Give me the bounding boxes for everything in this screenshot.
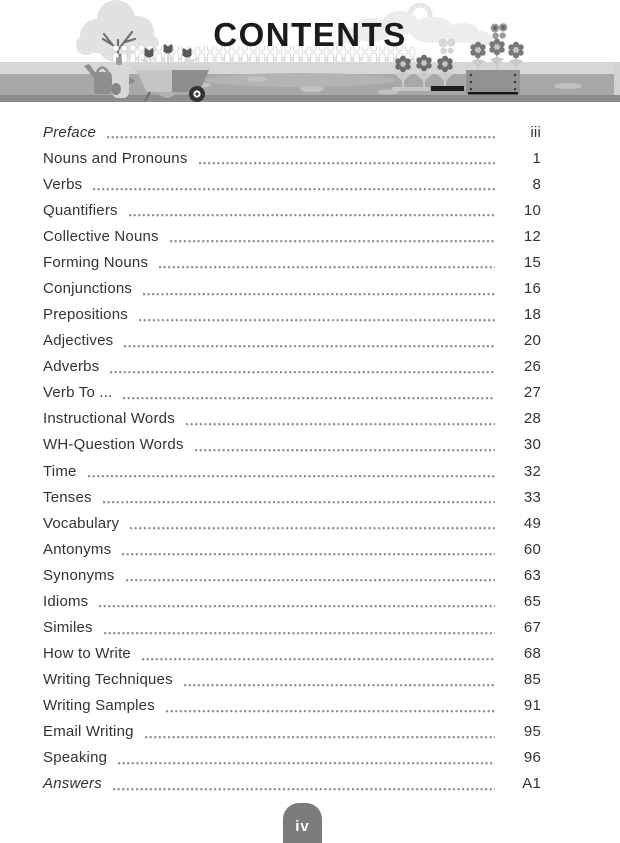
toc-entry-page: 27: [523, 384, 541, 402]
toc-entry-label: Verb To ...: [43, 384, 113, 402]
toc-entry-page: 85: [523, 671, 541, 689]
toc-entry-page: 15: [523, 253, 541, 271]
toc-entry-label: Forming Nouns: [43, 253, 149, 271]
toc-row: [43, 719, 541, 745]
toc-row: [43, 484, 541, 510]
dot-leader: [123, 397, 495, 400]
dot-leader: [184, 684, 495, 687]
page-number-label: iv: [295, 818, 310, 835]
dot-leader: [139, 319, 495, 322]
dot-leader: [122, 553, 495, 556]
toc-row: [43, 249, 541, 275]
dot-leader: [143, 293, 495, 296]
toc-entry-page: 95: [523, 723, 541, 741]
dot-leader: [93, 188, 495, 191]
toc-row: [43, 562, 541, 588]
toc-entry-label: Speaking: [43, 749, 108, 767]
toc-entry-page: 16: [523, 280, 541, 297]
toc-entry-page: iii: [530, 123, 541, 141]
dot-leader: [129, 214, 495, 217]
dot-leader: [126, 579, 495, 582]
dot-leader: [199, 162, 495, 165]
dot-leader: [170, 240, 495, 243]
toc-entry-page: A1: [522, 775, 541, 793]
toc-row: [43, 354, 541, 380]
toc-entry-label: Verbs: [43, 175, 83, 193]
toc-entry-page: 28: [523, 410, 541, 428]
toc-entry-label: Tenses: [43, 488, 92, 506]
toc-entry-page: 12: [523, 227, 541, 245]
dot-leader: [142, 658, 495, 661]
toc-entry-page: 68: [523, 645, 541, 663]
toc-entry-label: How to Write: [43, 645, 131, 663]
toc-row: [43, 171, 541, 197]
header: [0, 0, 620, 102]
toc-entry-label: Adverbs: [43, 358, 100, 376]
toc-entry-page: 65: [523, 592, 541, 610]
toc-row: [43, 275, 541, 301]
toc-row: [43, 302, 541, 328]
ground: [0, 62, 620, 102]
toc-entry-page: 67: [523, 619, 541, 637]
dot-leader: [195, 449, 495, 452]
toc-entry-page: 91: [523, 697, 541, 715]
toc-row: [43, 223, 541, 249]
toc-entry-page: 20: [523, 332, 541, 350]
dot-leader: [110, 371, 495, 374]
toc-row: [43, 693, 541, 719]
toc-entry-label: WH-Question Words: [43, 436, 184, 454]
page-number-tab: [283, 803, 322, 843]
toc-row: [43, 197, 541, 223]
dot-leader: [104, 632, 495, 635]
toc-entry-page: 18: [523, 306, 541, 324]
dot-leader: [118, 762, 495, 765]
dot-leader: [166, 710, 495, 713]
dot-leader: [159, 266, 495, 269]
toc-entry-label: Vocabulary: [43, 514, 120, 532]
toc-entry-label: Writing Samples: [43, 697, 155, 715]
toc-entry-label: Email Writing: [43, 723, 134, 741]
dot-leader: [124, 345, 495, 348]
dot-leader: [99, 605, 495, 608]
toc-row: [43, 771, 541, 797]
toc-row: [43, 588, 541, 614]
toc-entry-label: Idioms: [43, 592, 89, 610]
toc-entry-page: 32: [523, 462, 541, 480]
toc-entry-page: 8: [532, 175, 541, 193]
dot-leader: [186, 423, 495, 426]
toc-entry-label: Adjectives: [43, 332, 114, 350]
dot-leader: [113, 788, 495, 791]
toc-entry-label: Similes: [43, 619, 93, 637]
toc-entry-page: 63: [523, 566, 541, 584]
toc-row: [43, 614, 541, 640]
toc-row: [43, 328, 541, 354]
toc-entry-label: Time: [43, 462, 77, 480]
toc-row: [43, 406, 541, 432]
dot-leader: [103, 501, 495, 504]
toc-entry-label: Instructional Words: [43, 410, 175, 428]
toc-entry-page: 96: [523, 749, 541, 767]
toc-entry-label: Antonyms: [43, 540, 112, 558]
toc-entry-label: Writing Techniques: [43, 671, 173, 689]
toc-entry-label: Prepositions: [43, 306, 128, 324]
toc-row: [43, 145, 541, 171]
toc-row: [43, 432, 541, 458]
dot-leader: [88, 475, 495, 478]
toc-entry-page: 1: [532, 149, 541, 167]
toc-entry-label: Synonyms: [43, 566, 115, 584]
toc-row: [43, 745, 541, 771]
toc-row: [43, 510, 541, 536]
toc-row: [43, 641, 541, 667]
toc-entry-page: 33: [523, 488, 541, 506]
toc-row: [43, 458, 541, 484]
toc-entry-page: 49: [523, 514, 541, 532]
toc-entry-label: Nouns and Pronouns: [43, 149, 188, 167]
toc-entry-page: 26: [523, 358, 541, 376]
toc-entry-label: Collective Nouns: [43, 227, 159, 245]
toc-entry-label: Answers: [43, 775, 102, 793]
toc-row: [43, 119, 541, 145]
page-title: CONTENTS: [213, 16, 407, 53]
toc-entry-label: Quantifiers: [43, 201, 118, 219]
toc-row: [43, 667, 541, 693]
dot-leader: [130, 527, 495, 530]
toc-list: [43, 119, 541, 797]
toc-entry-page: 10: [523, 201, 541, 219]
toc-row: [43, 536, 541, 562]
toc-entry-label: Preface: [43, 123, 97, 141]
dot-leader: [145, 736, 495, 739]
toc-entry-page: 30: [523, 436, 541, 454]
toc-entry-label: Conjunctions: [43, 280, 133, 297]
toc-row: [43, 380, 541, 406]
dot-leader: [107, 136, 495, 139]
toc-entry-page: 60: [523, 540, 541, 558]
